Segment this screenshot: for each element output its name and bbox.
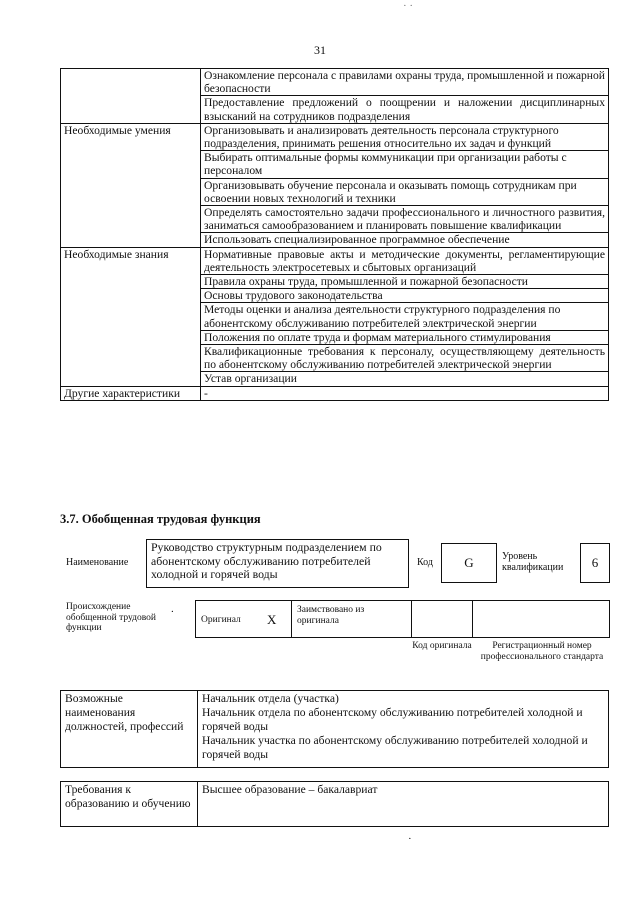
positions-list bbox=[198, 691, 609, 768]
borrowed-label: Заимствовано из оригинала bbox=[297, 605, 365, 626]
table-cell: Организовывать обучение персонала и оказывать помощь сотрудникам при освоении новых технологий и техники bbox=[201, 178, 609, 205]
table-cell: Основы трудового законодательства bbox=[201, 289, 609, 303]
education-label: Требования к образованию и обучению bbox=[61, 782, 198, 827]
original-label: Оригинал bbox=[201, 615, 241, 625]
table-cell: Положения по оплате труда и формам материального стимулирования bbox=[201, 330, 609, 344]
table-row bbox=[61, 69, 609, 96]
table-cell: Определять самостоятельно задачи профессионального и личностного развития, заниматься самообразованием и планировать повышение квалификации bbox=[201, 206, 609, 233]
original-mark: X bbox=[267, 612, 277, 627]
table-cell: Устав организации bbox=[201, 372, 609, 386]
reg-number-cell bbox=[472, 600, 610, 638]
skills-knowledge-table bbox=[60, 68, 609, 401]
code-label: Код bbox=[417, 557, 433, 568]
table-row bbox=[61, 123, 609, 150]
table-row bbox=[61, 386, 609, 400]
gtf-level-value: 6 bbox=[580, 543, 610, 583]
education-table bbox=[60, 781, 609, 827]
origin-label: Происхождение обобщенной трудовой функции bbox=[66, 602, 156, 633]
table-cell: Квалификационные требования к персоналу, осуществляющему деятельность по абонентскому обслуживанию потребителей электрической энергии bbox=[201, 345, 609, 372]
position-item: Начальник отдела (участка) bbox=[202, 692, 339, 705]
table-cell: - bbox=[201, 386, 609, 400]
positions-table bbox=[60, 690, 609, 768]
page-number: 31 bbox=[314, 43, 326, 57]
position-item: Начальник участка по абонентскому обслуживанию потребителей холодной и горячей воды bbox=[202, 734, 588, 761]
scan-mark: · · bbox=[403, 0, 414, 12]
gtf-code-value: G bbox=[441, 543, 497, 583]
table-cell: Предоставление предложений о поощрении и наложении дисциплинарных взысканий на сотрудников подразделения bbox=[201, 96, 609, 123]
table-cell: Выбирать оптимальные формы коммуникации при организации работы с персоналом bbox=[201, 151, 609, 178]
gtf-name-value: Руководство структурным подразделением по абонентскому обслуживанию потребителей холодной и горячей воды bbox=[146, 539, 409, 588]
table-row bbox=[61, 247, 609, 274]
table-cell: Организовывать и анализировать деятельность персонала структурного подразделения, принимать решения относительно их задач и функций bbox=[201, 123, 609, 150]
level-label: Уровень квалификации bbox=[502, 551, 564, 573]
code-original-caption: Код оригинала bbox=[412, 641, 472, 651]
table-cell: Ознакомление персонала с правилами охраны труда, промышленной и пожарной безопасности bbox=[201, 69, 609, 96]
code-original-cell bbox=[411, 600, 473, 638]
table-cell: Нормативные правовые акты и методические документы, регламентирующие деятельность электросетевых и сбытовых организаций bbox=[201, 247, 609, 274]
row-group-label bbox=[61, 69, 201, 124]
original-cell bbox=[195, 600, 292, 638]
borrowed-cell bbox=[291, 600, 412, 638]
table-cell: Методы оценки и анализа деятельности структурного подразделения по абонентскому обслуживанию потребителей электрической энергии bbox=[201, 303, 609, 330]
name-label: Наименование bbox=[66, 557, 129, 568]
table-cell: Использовать специализированное программное обеспечение bbox=[201, 233, 609, 247]
position-item: Начальник отдела по абонентскому обслуживанию потребителей холодной и горячей воды bbox=[202, 706, 583, 733]
row-group-label: Необходимые знания bbox=[61, 247, 201, 386]
section-heading: 3.7. Обобщенная трудовая функция bbox=[60, 512, 261, 526]
row-group-label: Необходимые умения bbox=[61, 123, 201, 247]
reg-number-caption: Регистрационный номер профессионального стандарта bbox=[480, 641, 604, 662]
education-value: Высшее образование – бакалавриат bbox=[198, 782, 609, 827]
row-group-label: Другие характеристики bbox=[61, 386, 201, 400]
positions-label: Возможные наименования должностей, профессий bbox=[61, 691, 198, 768]
table-cell: Правила охраны труда, промышленной и пожарной безопасности bbox=[201, 275, 609, 289]
